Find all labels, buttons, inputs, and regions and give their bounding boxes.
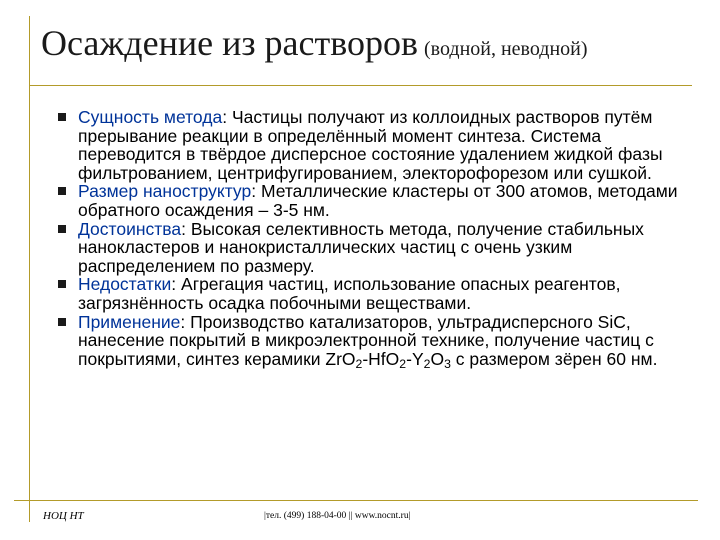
square-bullet-icon xyxy=(58,113,66,121)
formula-subscript: 3 xyxy=(444,356,451,371)
list-item-advantages xyxy=(56,220,696,276)
item-term: Недостатки xyxy=(78,274,172,295)
item-term: Применение xyxy=(78,311,181,332)
item-text-tail: с размером зёрен 60 нм. xyxy=(450,348,658,369)
formula-part: -Y xyxy=(406,348,424,369)
item-text: : Металлические кластеры от 300 атомов, методами обратного осаждения – 3-5 нм. xyxy=(78,181,678,220)
item-term: Размер наноструктур xyxy=(78,181,252,202)
formula-subscript: 2 xyxy=(355,356,363,371)
formula-part: O xyxy=(430,348,445,369)
title-main: Осаждение из растворов xyxy=(41,23,418,63)
left-vertical-rule xyxy=(29,16,30,522)
list-item-disadvantages xyxy=(56,275,696,312)
square-bullet-icon xyxy=(58,280,66,288)
item-text: : Высокая селективность метода, получение стабильных нанокластеров и нанокристаллических частиц с очень узким распределением по размеру. xyxy=(78,218,644,276)
footer-organization: НОЦ НТ xyxy=(43,510,84,522)
item-text: : Частицы получают из коллоидных растворов путём прерывание реакции в определённый момент синтеза. Система переводится в твёрдое дисперсное состояние удалением жидкой фазы фильтрованием, центрифугированием, электорофорезом или сушкой. xyxy=(78,107,663,183)
formula-subscript: 2 xyxy=(423,356,431,371)
square-bullet-icon xyxy=(58,225,66,233)
item-text: : Агрегация частиц, использование опасных реагентов, загрязнённость осадка побочными веществами. xyxy=(78,274,621,313)
list-item-essence xyxy=(56,108,696,182)
formula-part: ZrO xyxy=(325,348,356,369)
item-text: : Производство катализаторов, ультрадисперсного SiC, нанесение покрытий в микроэлектронной технике, получение частиц с покрытиями, синтез керамики xyxy=(78,311,654,369)
list-item-applications xyxy=(56,313,696,369)
slide-title xyxy=(41,22,588,64)
title-subtitle: (водной, неводной) xyxy=(424,38,588,60)
formula-part: -HfO xyxy=(362,348,400,369)
footer-contacts: |тел. (499) 188-04-00 || www.nocnt.ru| xyxy=(264,511,411,521)
square-bullet-icon xyxy=(58,318,66,326)
title-underline xyxy=(29,85,692,86)
footer-rule xyxy=(14,500,698,501)
item-term: Достоинства xyxy=(78,218,182,239)
list-item-size xyxy=(56,182,696,219)
item-term: Сущность метода xyxy=(78,107,223,127)
bullet-list xyxy=(56,107,696,371)
formula-subscript: 2 xyxy=(399,356,407,371)
square-bullet-icon xyxy=(58,187,66,195)
